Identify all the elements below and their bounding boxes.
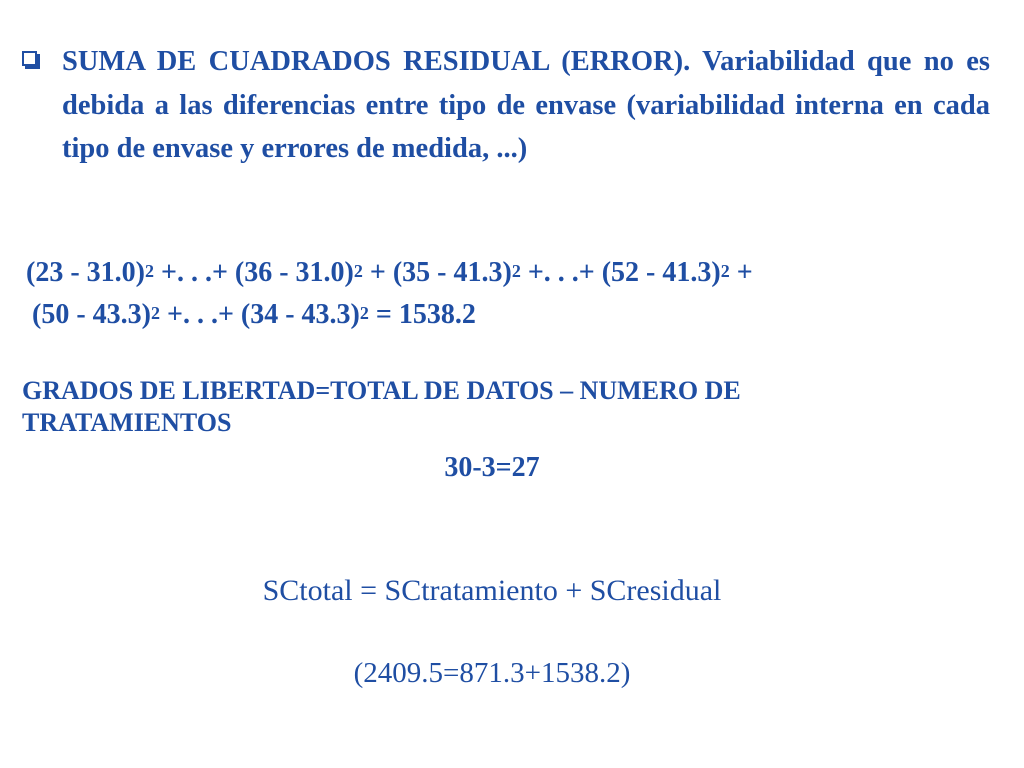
checkbox-bullet-icon xyxy=(22,51,37,66)
exponent: 2 xyxy=(150,303,160,323)
equation-term: + xyxy=(729,257,753,288)
equation-term: = 1538.2 xyxy=(368,299,476,330)
exponent: 2 xyxy=(511,261,521,281)
equation-term: (50 - 43.3) xyxy=(32,299,151,330)
equation-term: +. . .+ (34 - 43.3) xyxy=(159,299,360,330)
degrees-of-freedom-value: 30-3=27 xyxy=(444,452,540,483)
equation-term: +. . .+ (52 - 41.3) xyxy=(520,257,721,288)
equation-term: + (35 - 41.3) xyxy=(362,257,512,288)
exponent: 2 xyxy=(144,261,154,281)
equation-term: (23 - 31.0) xyxy=(26,257,145,288)
equation-line-1 xyxy=(26,256,753,290)
equation-term: +. . .+ (36 - 31.0) xyxy=(153,257,354,288)
degrees-of-freedom-label: GRADOS DE LIBERTAD=TOTAL DE DATOS – NUMERO DE TRATAMIENTOS xyxy=(22,376,741,437)
sum-of-squares-check: (2409.5=871.3+1538.2) xyxy=(353,657,631,689)
sum-of-squares-identity: SCtotal = SCtratamiento + SCresidual xyxy=(262,574,722,607)
exponent: 2 xyxy=(359,303,369,323)
equation-line-2 xyxy=(32,298,476,332)
exponent: 2 xyxy=(720,261,730,281)
bullet-item xyxy=(22,40,990,171)
bullet-text: SUMA DE CUADRADOS RESIDUAL (ERROR). Variabilidad que no es debida a las diferencias entre tipo de envase (variabilidad interna en cada tipo de envase y errores de medida, ...) xyxy=(62,46,990,164)
exponent: 2 xyxy=(353,261,363,281)
